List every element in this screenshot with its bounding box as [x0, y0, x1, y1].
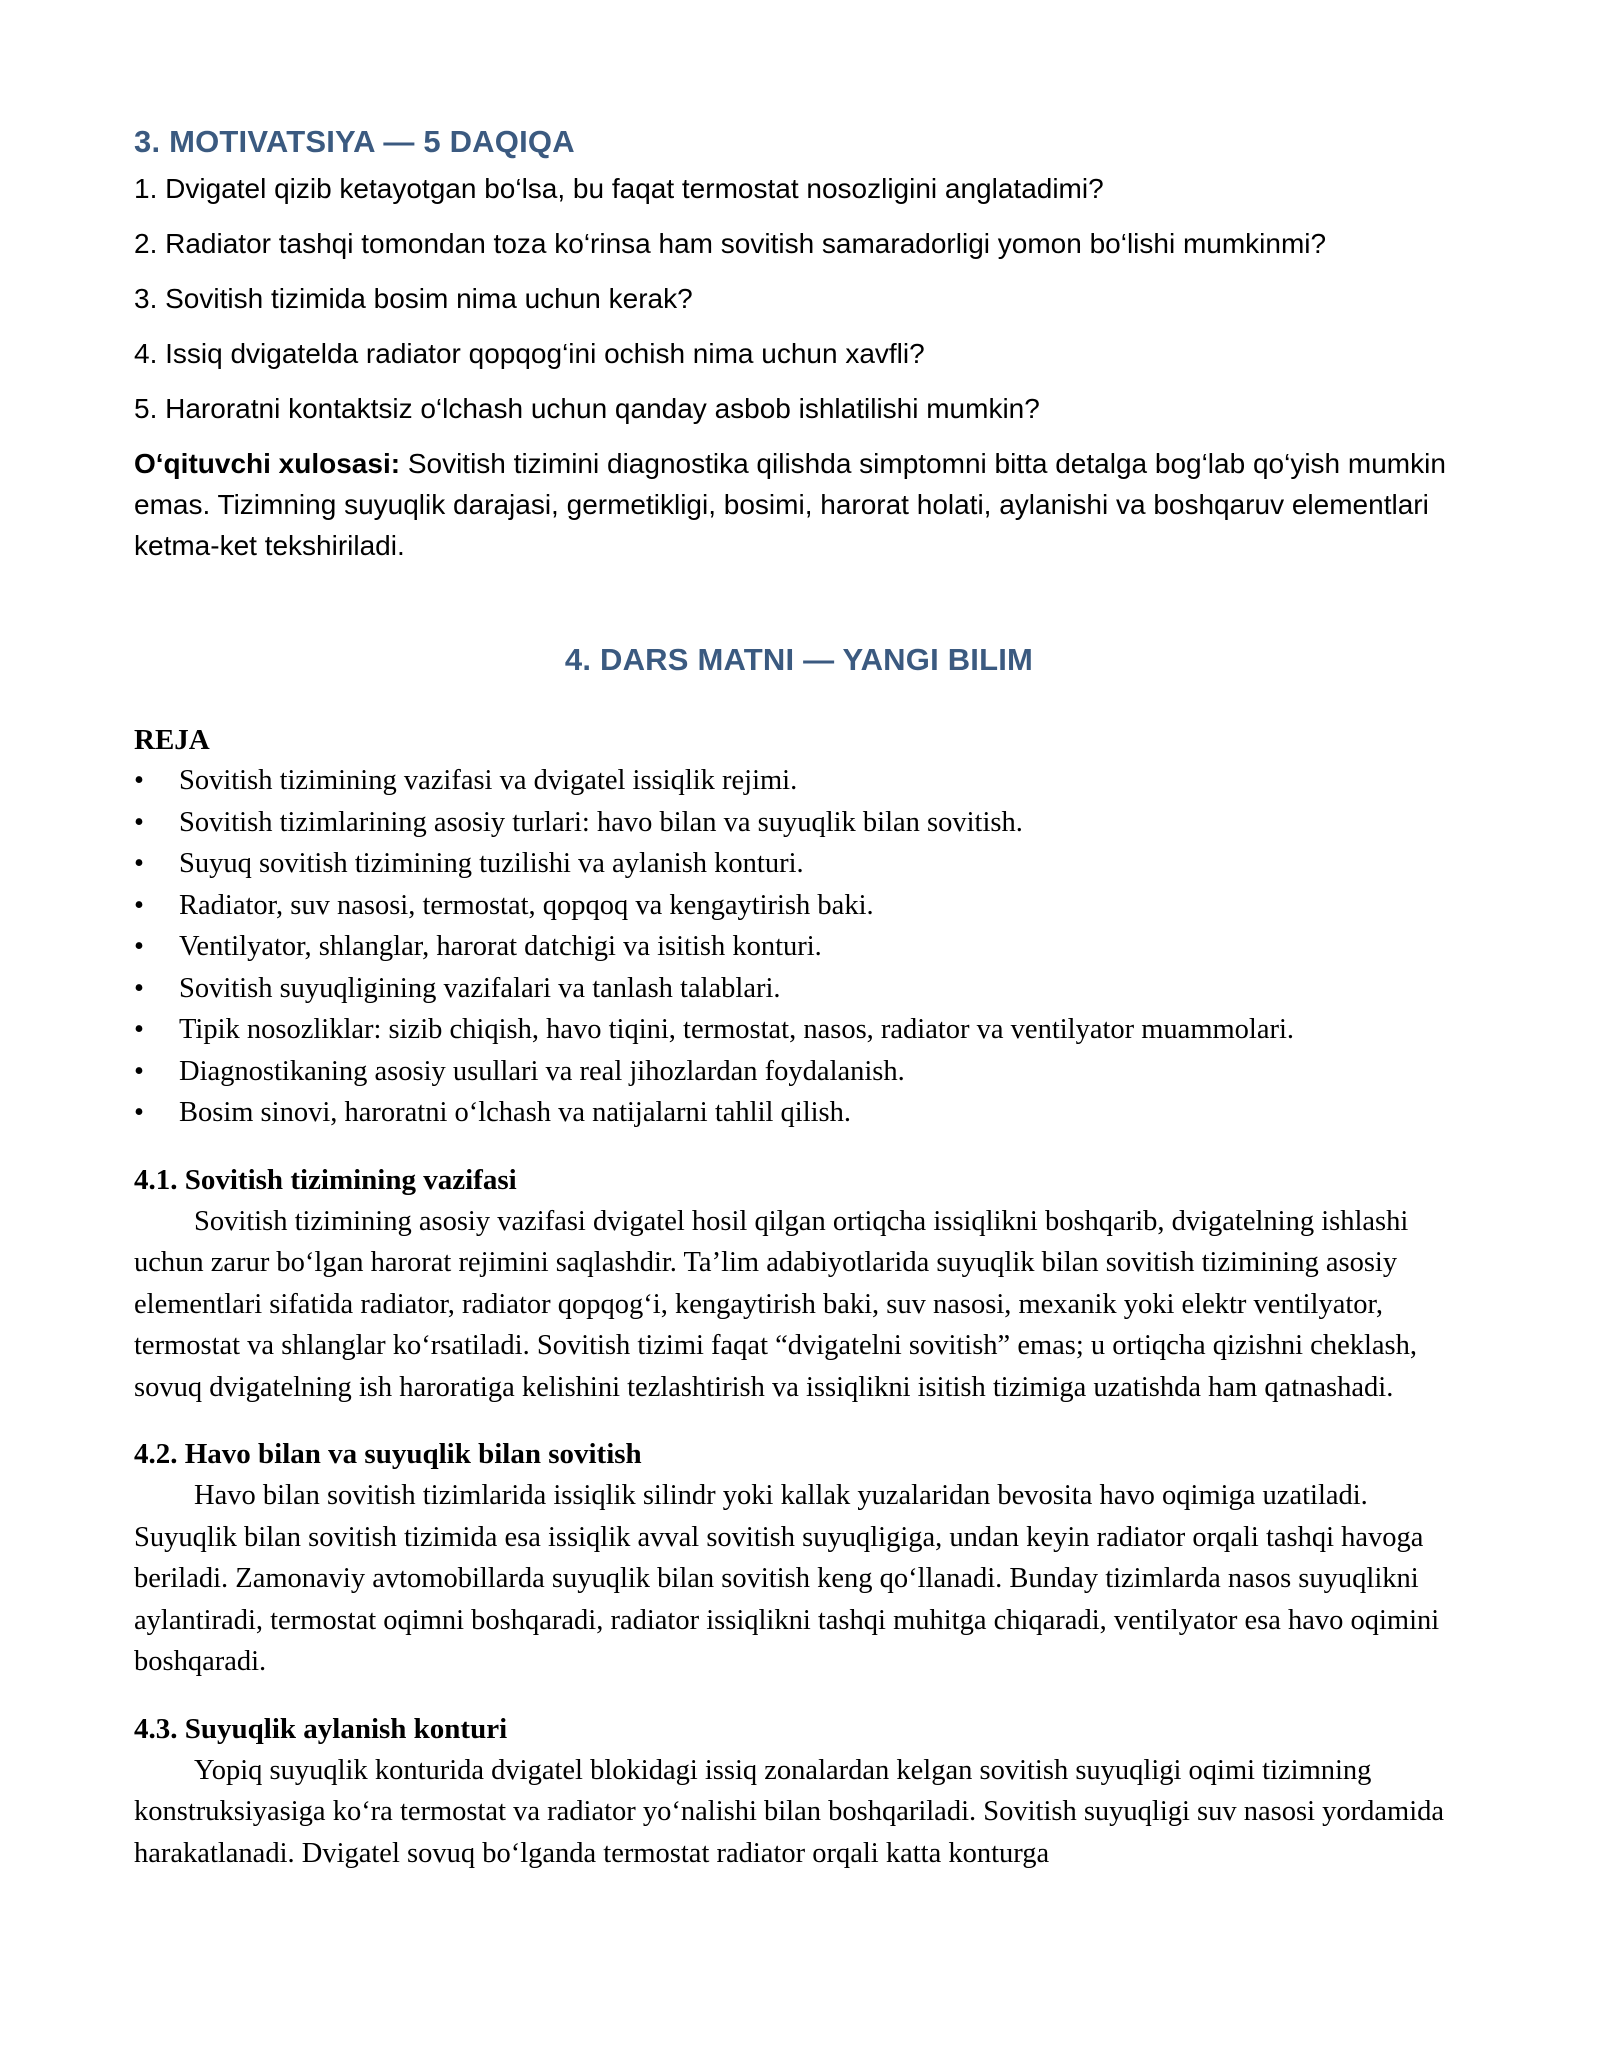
teacher-conclusion-text: Sovitish tizimini diagnostika qilishda simptomni bitta detalga bog‘lab qo‘yish mumkin emas. Tizimning suyuqlik darajasi, germetikligi, bosimi, harorat holati, aylanishi va boshqaruv elementlari ketma-ket tekshiriladi. — [134, 448, 1446, 561]
bullet-icon: • — [134, 765, 144, 796]
subsection-4-1-text: Sovitish tizimining asosiy vazifasi dvigatel hosil qilgan ortiqcha issiqlikni boshqarib, dvigatelning ishlashi uchun zarur bo‘lgan harorat rejimini saqlashdir. Ta’lim adabiyotlarida suyuqlik bilan sovitish tizimining asosiy elementlari sifatida radiator, radiator qopqog‘i, kengaytirish baki, suv nasosi, mexanik yoki elektr ventilyator, termostat va shlanglar ko‘rsatiladi. Sovitish tizimi faqat “dvigatelni sovitish” emas; u ortiqcha qizishni cheklash, sovuq dvigatelning ish haroratiga kelishini tezlashtirish va issiqlikni isitish tizimiga uzatishda ham qatnashadi. — [134, 1205, 1418, 1403]
plan-item: • Radiator, suv nasosi, termostat, qopqoq va kengaytirish baki. — [134, 885, 1464, 927]
bullet-icon: • — [134, 1055, 144, 1087]
teacher-conclusion — [134, 443, 1464, 566]
bullet-icon: • — [134, 1097, 144, 1128]
plan-item: • Sovitish tizimining vazifasi va dvigatel issiqlik rejimi. — [134, 760, 1464, 802]
bullet-icon: • — [134, 931, 144, 962]
subsection-4-1-title: 4.1. Sovitish tizimining vazifasi — [134, 1163, 517, 1196]
question-2: 2. Radiator tashqi tomondan toza ko‘rinsa ham sovitish samaradorligi yomon bo‘lishi mumkinmi? — [134, 228, 1327, 259]
question-4: 4. Issiq dvigatelda radiator qopqog‘ini ochish nima uchun xavfli? — [134, 338, 925, 369]
plan-item: • Diagnostikaning asosiy usullari va real jihozlardan foydalanish. — [134, 1051, 1464, 1093]
question-5: 5. Haroratni kontaktsiz o‘lchash uchun qanday asbob ishlatilishi mumkin? — [134, 393, 1040, 424]
plan-item: • Sovitish suyuqligining vazifalari va tanlash talablari. — [134, 968, 1464, 1010]
plan-item: • Suyuq sovitish tizimining tuzilishi va aylanish konturi. — [134, 843, 1464, 885]
teacher-conclusion-label: O‘qituvchi xulosasi: — [134, 448, 401, 479]
bullet-icon: • — [134, 848, 144, 879]
plan-item: • Ventilyator, shlanglar, harorat datchigi va isitish konturi. — [134, 926, 1464, 968]
bullet-icon: • — [134, 972, 144, 1004]
bullet-icon: • — [134, 889, 144, 921]
plan-item: • Bosim sinovi, haroratni o‘lchash va natijalarni tahlil qilish. — [134, 1092, 1464, 1134]
section-4-title: 4. DARS MATNI — YANGI BILIM — [564, 642, 1034, 677]
motivation-questions — [134, 168, 1464, 566]
subsection-4-2-title: 4.2. Havo bilan va suyuqlik bilan sovitish — [134, 1438, 642, 1470]
section-3-title: 3. MOTIVATSIYA — 5 DAQIQA — [134, 124, 575, 159]
plan-heading: REJA — [134, 724, 210, 756]
subsection-4-3-title: 4.3. Suyuqlik aylanish konturi — [134, 1712, 508, 1745]
plan-item: • Tipik nosozliklar: sizib chiqish, havo tiqini, termostat, nasos, radiator va ventilyator muammolari. — [134, 1009, 1464, 1051]
subsection-4-3-text: Yopiq suyuqlik konturida dvigatel blokidagi issiq zonalardan kelgan sovitish suyuqligi oqimi tizimning konstruksiyasiga ko‘ra termostat va radiator yo‘nalishi bilan boshqariladi. Sovitish suyuqligi suv nasosi yordamida harakatlanadi. Dvigatel sovuq bo‘lganda termostat radiator orqali katta konturga — [134, 1754, 1445, 1869]
question-1: 1. Dvigatel qizib ketayotgan bo‘lsa, bu faqat termostat nosozligini anglatadimi? — [134, 173, 1104, 204]
plan-item: • Sovitish tizimlarining asosiy turlari: havo bilan va suyuqlik bilan sovitish. — [134, 802, 1464, 844]
document-page — [134, 118, 1464, 1874]
bullet-icon: • — [134, 1014, 144, 1045]
subsection-4-2-text: Havo bilan sovitish tizimlarida issiqlik silindr yoki kallak yuzalaridan bevosita havo oqimiga uzatiladi. Suyuqlik bilan sovitish tizimida esa issiqlik avval sovitish suyuqligiga, undan keyin radiator orqali tashqi havoga beriladi. Zamonaviy avtomobillarda suyuqlik bilan sovitish keng qo‘llanadi. Bunday tizimlarda nasos suyuqlikni aylantiradi, termostat oqimni boshqaradi, radiator issiqlikni tashqi muhitga chiqaradi, ventilyator esa havo oqimini boshqaradi. — [134, 1480, 1440, 1677]
question-3: 3. Sovitish tizimida bosim nima uchun kerak? — [134, 283, 693, 314]
bullet-icon: • — [134, 806, 144, 838]
plan-list — [134, 760, 1464, 1134]
